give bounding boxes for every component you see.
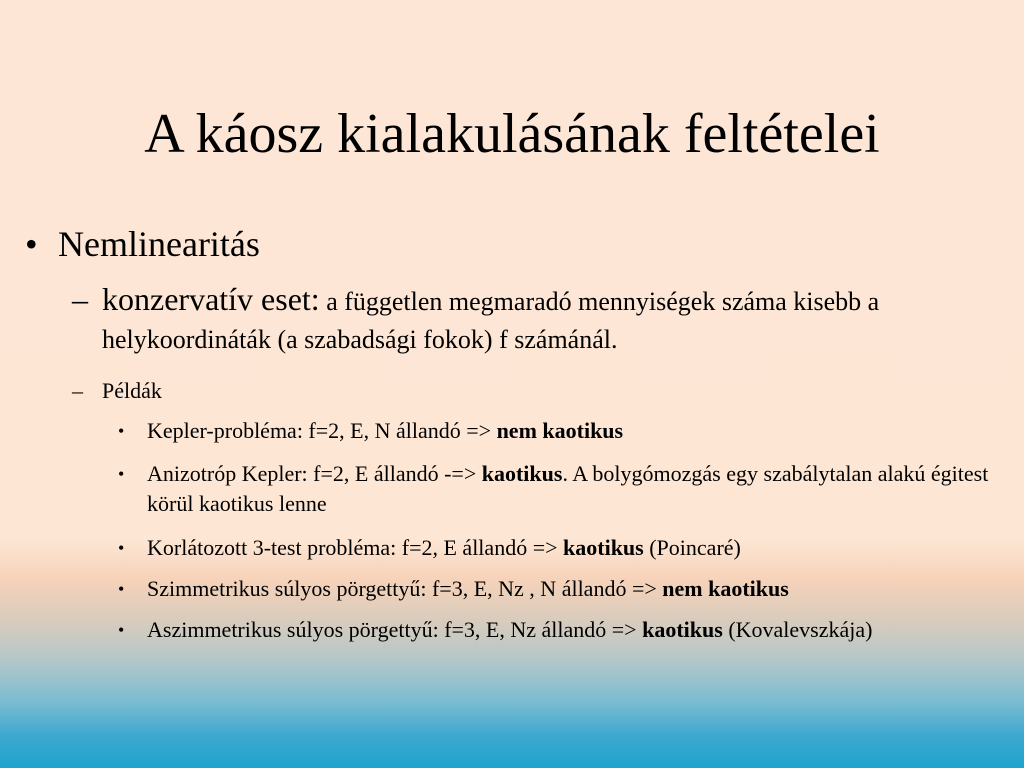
bullet-text: Nemlinearitás (58, 224, 260, 264)
example-anizotrop-kepler (118, 459, 998, 519)
bullet-marker: • (118, 421, 125, 441)
example-body (147, 574, 998, 604)
bullet-marker: • (118, 464, 125, 484)
subbullet-konzervativ (72, 280, 1007, 359)
example-body (147, 416, 998, 446)
example-verdict: kaotikus (642, 617, 723, 642)
example-post: . A bolygómozgás egy szabálytalan alakú égitest körül kaotikus lenne (147, 461, 989, 516)
example-text: Aszimmetrikus súlyos pörgettyű: f=3, E, Nz állandó => (147, 617, 643, 642)
example-body (147, 615, 998, 645)
example-verdict: nem kaotikus (496, 418, 624, 443)
subbullet-rest: a független megmaradó mennyiségek száma kisebb a helykoordináták (a szabadsági fokok) f számánál. (102, 287, 880, 354)
example-text: Anizotróp Kepler: f=2, E állandó -=> (147, 461, 482, 486)
example-kepler (118, 416, 998, 446)
example-post: (Poincaré) (643, 535, 741, 560)
example-aszimmetrikus-porgettyu (118, 615, 998, 645)
example-text: Szimmetrikus súlyos pörgettyű: f=3, E, Nz , N állandó => (147, 576, 663, 601)
bullet-marker: • (118, 579, 125, 599)
example-body (147, 459, 998, 519)
example-verdict: kaotikus (563, 535, 644, 560)
subbullet-text: Példák (102, 378, 162, 403)
dash-marker: – (72, 378, 83, 403)
bullet-marker: • (25, 224, 38, 264)
example-text: Korlátozott 3-test probléma: f=2, E állandó => (147, 535, 564, 560)
subbullet-lead: konzervatív eset: (102, 281, 320, 317)
bullet-marker: • (118, 620, 125, 640)
slide-title: A káosz kialakulásának feltételei (144, 103, 880, 165)
subbullet-body (102, 280, 1007, 359)
example-verdict: kaotikus (481, 461, 563, 486)
example-szimmetrikus-porgettyu (118, 574, 998, 604)
dash-marker: – (72, 281, 88, 317)
example-text: Kepler-probléma: f=2, E, N állandó => (147, 418, 497, 443)
bullet-marker: • (118, 538, 125, 558)
example-post: (Kovalevszkája) (722, 617, 873, 642)
example-body (147, 533, 998, 563)
example-korlatozott-3-test (118, 533, 998, 563)
example-verdict: nem kaotikus (662, 576, 789, 601)
